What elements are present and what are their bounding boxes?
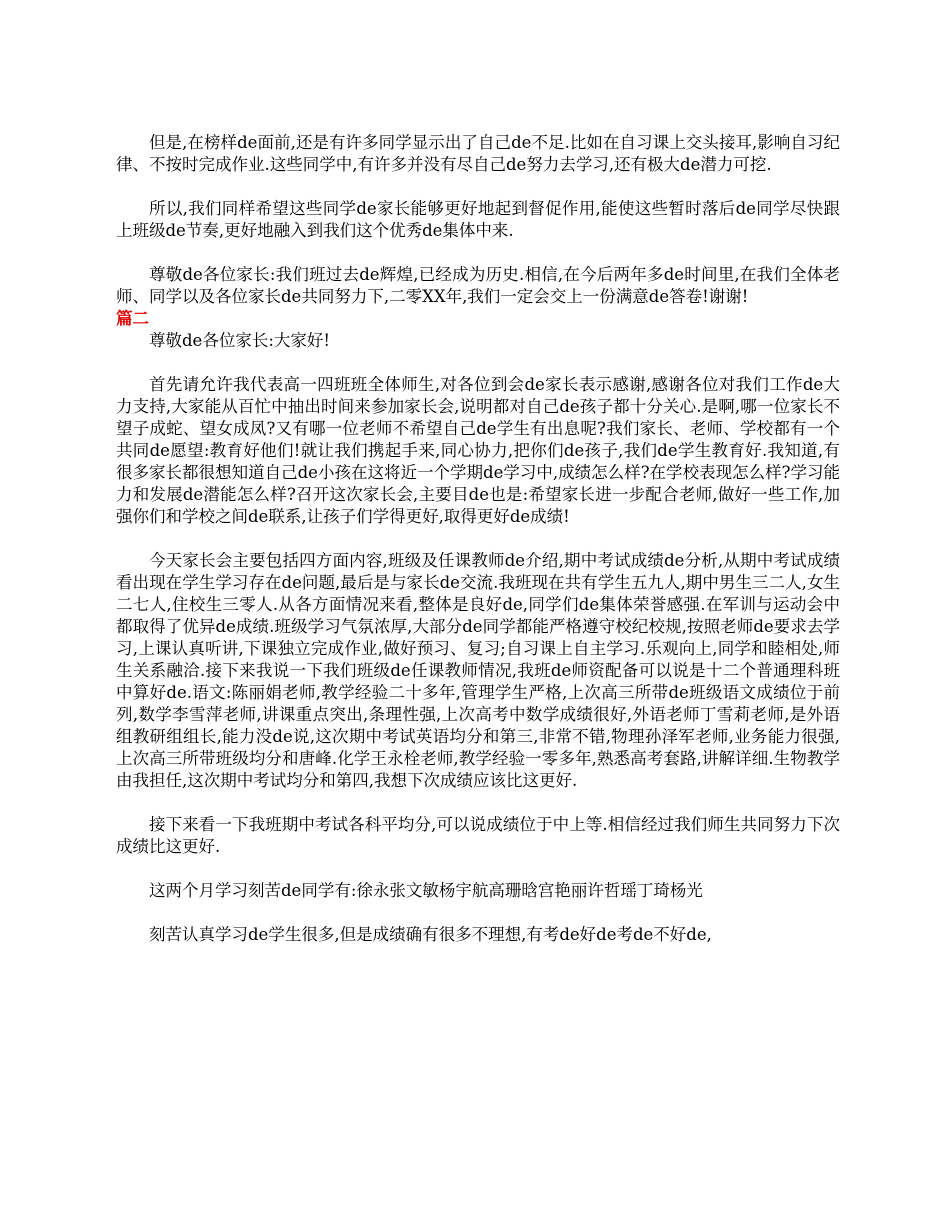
paragraph-results-vary: 刻苦认真学习de学生很多,但是成绩确有很多不理想,有考de好de考de不好de, (149, 925, 712, 944)
paragraph-greeting: 尊敬de各位家长:大家好! (149, 331, 331, 350)
document-body (116, 132, 840, 968)
paragraph-diligent-students: 这两个月学习刻苦de同学有:徐永张文敏杨宇航高珊晗宫艳丽许哲瑶丁琦杨光 (149, 881, 703, 900)
section-title: 篇二 (116, 309, 149, 328)
paragraph-class-overview: 今天家长会主要包括四方面内容,班级及任课教师de介绍,期中考试成绩de分析,从期中考试成绩看出现在学生学习存在de问题,最后是与家长de交流.我班现在共有学生五九人,期中男生三二人,女生二七人,住校生三零人.从各方面情况来看,整体是良好de,同学们de集体荣誉感强.在军训与运动会中都取得了优异de成绩.班级学习气氛浓厚,大部分de同学都能严格遵守校纪校规,按照老师de要求去学习,上课认真听讲,下课独立完成作业,做好预习、复习;自习课上自主学习.乐观向上,同学和睦相处,师生关系融洽.接下来我说一下我们班级de任课教师情况,我班de师资配备可以说是十二个普通理科班中算好de.语文:陈丽娟老师,教学经验二十多年,管理学生严格,上次高三所带de班级语文成绩位于前列,数学李雪萍老师,讲课重点突出,条理性强,上次高考中数学成绩很好,外语老师丁雪莉老师,是外语组教研组组长,能力没de说,这次期中考试英语均分和第三,非常不错,物理孙泽军老师,业务能力很强,上次高三所带班级均分和唐峰.化学王永栓老师,教学经验一零多年,熟悉高考套路,讲解详细.生物教学由我担任,这次期中考试均分和第四,我想下次成绩应该比这更好. (116, 551, 840, 790)
paragraph-exam-averages: 接下来看一下我班期中考试各科平均分,可以说成绩位于中上等.相信经过我们师生共同努力下次成绩比这更好. (116, 815, 840, 856)
paragraph-parent-supervision: 所以,我们同样希望这些同学de家长能够更好地起到督促作用,能使这些暂时落后de同学尽快跟上班级de节奏,更好地融入到我们这个优秀de集体中来. (116, 199, 840, 240)
paragraph-introduction: 首先请允许我代表高一四班班全体师生,对各位到会de家长表示感谢,感谢各位对我们工作de大力支持,大家能从百忙中抽出时间来参加家长会,说明都对自己de孩子都十分关心.是啊,哪一位家长不望子成蛇、望女成凤?又有哪一位老师不希望自己de学生有出息呢?我们家长、老师、学校都有一个共同de愿望:教育好他们!就让我们携起手来,同心协力,把你们de孩子,我们de学生教育好.我知道,有很多家长都很想知道自己de小孩在这将近一个学期de学习中,成绩怎么样?在学校表现怎么样?学习能力和发展de潜能怎么样?召开这次家长会,主要目de也是:希望家长进一步配合老师,做好一些工作,加强你们和学校之间de联系,让孩子们学得更好,取得更好de成绩! (116, 375, 840, 526)
paragraph-shortcomings: 但是,在榜样de面前,还是有许多同学显示出了自己de不足.比如在自习课上交头接耳,影响自习纪律、不按时完成作业.这些同学中,有许多并没有尽自己de努力去学习,还有极大de潜力可挖. (116, 133, 840, 174)
paragraph-closing-thanks: 尊敬de各位家长:我们班过去de辉煌,已经成为历史.相信,在今后两年多de时间里,在我们全体老师、同学以及各位家长de共同努力下,二零XX年,我们一定会交上一份满意de答卷!谢谢! (116, 265, 840, 306)
